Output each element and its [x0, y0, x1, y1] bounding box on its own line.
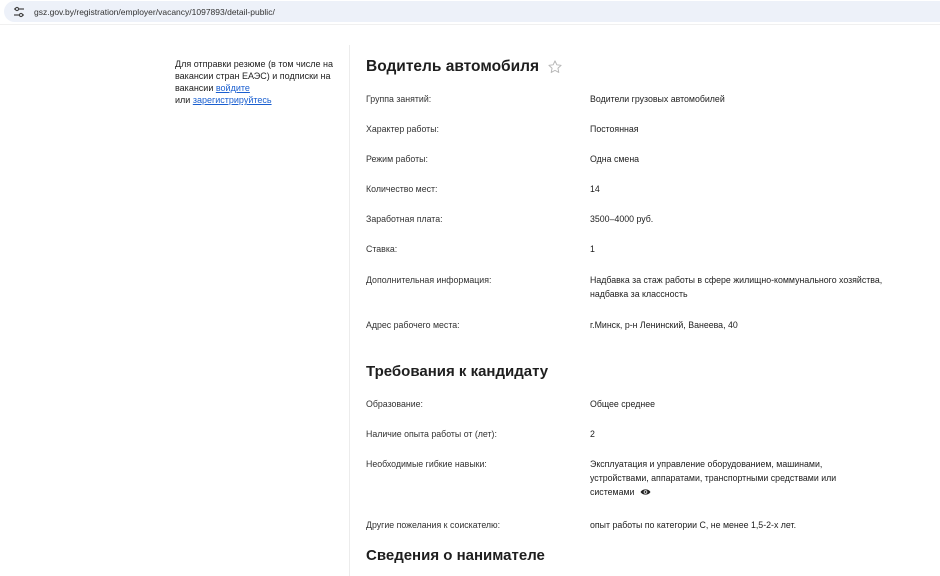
detail-label: Адрес рабочего места:: [366, 320, 460, 330]
requirement-row: [366, 457, 880, 499]
requirements-title: Требования к кандидату: [366, 363, 549, 380]
browser-address-bar-area: [0, 0, 940, 25]
detail-row: [366, 92, 890, 106]
detail-label: Заработная плата:: [366, 214, 443, 224]
requirement-value: Общее среднее: [590, 399, 656, 409]
requirement-label: Образование:: [366, 399, 423, 409]
requirement-value: опыт работы по категории С, не менее 1,5-2-х лет.: [590, 520, 797, 530]
address-bar[interactable]: [4, 1, 940, 22]
detail-value: Надбавка за стаж работы в сфере жилищно-коммунального хозяйства, надбавка за классность: [590, 275, 883, 299]
login-link[interactable]: войдите: [215, 83, 250, 93]
favorite-star-icon[interactable]: [547, 59, 563, 75]
detail-label: Группа занятий:: [366, 94, 432, 104]
vacancy-details: [366, 55, 926, 564]
detail-value: Водители грузовых автомобилей: [590, 94, 725, 104]
detail-row: [366, 182, 890, 196]
detail-row: [366, 212, 890, 226]
soft-skills-text: Эксплуатация и управление оборудованием, машинами, устройствами, аппаратами, транспортными средствами или системами: [590, 459, 837, 497]
requirement-value: [590, 457, 880, 499]
requirement-label: Необходимые гибкие навыки:: [366, 459, 487, 469]
detail-label: Характер работы:: [366, 124, 439, 134]
detail-value: 3500–4000 руб.: [590, 214, 654, 224]
requirement-row: [366, 518, 890, 532]
detail-label: Ставка:: [366, 244, 398, 254]
requirement-label: Другие пожелания к соискателю:: [366, 520, 501, 530]
detail-value: 14: [590, 184, 600, 194]
requirement-row: [366, 397, 890, 411]
detail-row: [366, 318, 890, 332]
detail-value: г.Минск, р-н Ленинский, Ванеева, 40: [590, 320, 738, 330]
detail-label: Количество мест:: [366, 184, 438, 194]
column-divider: [349, 45, 350, 576]
detail-row: [366, 273, 890, 301]
detail-row: [366, 122, 890, 136]
or-text: или: [175, 95, 193, 105]
detail-label: Дополнительная информация:: [366, 275, 492, 285]
detail-row: [366, 152, 890, 166]
login-prompt: [175, 58, 345, 106]
site-settings-icon[interactable]: [12, 5, 26, 19]
requirement-value: 2: [590, 429, 595, 439]
register-link[interactable]: зарегистрируйтесь: [192, 95, 272, 105]
vacancy-title: Водитель автомобиля: [366, 58, 540, 75]
eye-icon[interactable]: [640, 486, 651, 494]
login-prompt-text: Для отправки резюме (в том числе на вакансии стран ЕАЭС) и подписки на вакансии: [175, 59, 334, 93]
requirement-label: Наличие опыта работы от (лет):: [366, 429, 497, 439]
url-text[interactable]: gsz.gov.by/registration/employer/vacancy/1097893/detail-public/: [34, 6, 275, 17]
detail-value: Постоянная: [590, 124, 639, 134]
vacancy-header: [366, 55, 926, 79]
detail-value: Одна смена: [590, 154, 640, 164]
detail-value: 1: [590, 244, 595, 254]
detail-row: [366, 242, 890, 256]
requirement-row: [366, 427, 890, 441]
detail-label: Режим работы:: [366, 154, 428, 164]
employer-title: Сведения о нанимателе: [366, 547, 545, 564]
